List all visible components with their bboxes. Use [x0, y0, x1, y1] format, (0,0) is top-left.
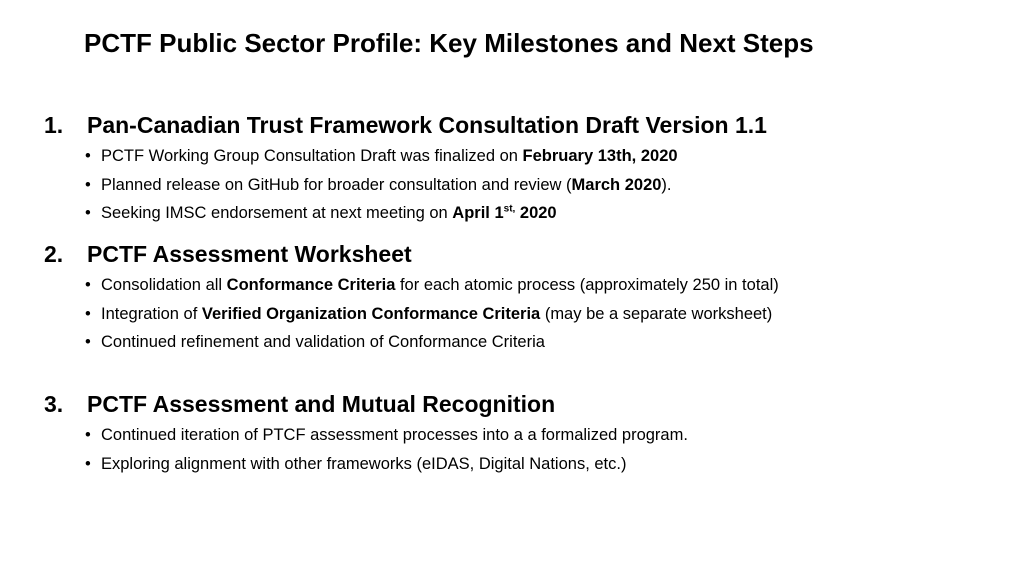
bullet-icon: •	[85, 175, 91, 194]
bullet-text: Continued refinement and validation of Conformance Criteria	[101, 333, 545, 351]
section-number: 1.	[44, 112, 64, 138]
bullet-emphasis: February 13th, 2020	[522, 147, 678, 165]
bullet-text: Integration of	[101, 304, 202, 323]
section-heading	[44, 108, 1004, 142]
section-title: Pan-Canadian Trust Framework Consultation Draft Version 1.1	[87, 112, 767, 138]
bullet-icon: •	[85, 204, 91, 222]
bullet-icon: •	[85, 333, 91, 351]
bullet-text: Exploring alignment with other frameworks (eIDAS, Digital Nations, etc.)	[101, 454, 627, 473]
section-2	[44, 237, 1004, 357]
bullet-emphasis: April $1^{st,}$ 2020	[452, 203, 557, 222]
section-heading	[44, 387, 1004, 421]
bullet-list	[44, 142, 1004, 228]
section-heading	[44, 237, 1004, 271]
section-title: PCTF Assessment and Mutual Recognition	[87, 391, 556, 417]
bullet-emphasis: Verified Organization Conformance Criteria	[201, 304, 541, 323]
bullet-text: Planned release on GitHub for broader consultation and review (	[101, 175, 572, 194]
bullet-text-tail: ).	[661, 175, 672, 194]
list-item	[44, 142, 1004, 171]
bullet-emphasis: March 2020	[571, 175, 662, 194]
bullet-icon: •	[85, 147, 91, 165]
list-item	[44, 328, 1004, 357]
bullet-icon: •	[85, 276, 91, 294]
bullet-list	[44, 271, 1004, 357]
bullet-text-tail: (may be a separate worksheet)	[540, 304, 773, 323]
bullet-text: Consolidation all	[101, 276, 227, 294]
list-item	[44, 421, 1004, 450]
list-item	[44, 199, 1004, 228]
section-number: 2.	[44, 241, 64, 267]
bullet-icon: •	[85, 426, 91, 444]
bullet-icon: •	[85, 304, 91, 323]
list-item	[44, 450, 1004, 479]
bullet-icon: •	[85, 454, 91, 473]
bullet-list	[44, 421, 1004, 478]
section-title: PCTF Assessment Worksheet	[87, 241, 412, 267]
bullet-emphasis: Conformance Criteria	[226, 276, 396, 294]
list-item	[44, 171, 1004, 200]
slide-title: PCTF Public Sector Profile: Key Milestones and Next Steps	[84, 28, 814, 58]
section-number: 3.	[44, 391, 64, 417]
bullet-text: Continued iteration of PTCF assessment processes into a a formalized program.	[101, 426, 688, 444]
section-3	[44, 387, 1004, 478]
bullet-text: Seeking IMSC endorsement at next meeting on	[101, 204, 453, 222]
list-item	[44, 300, 1004, 329]
list-item	[44, 271, 1004, 300]
bullet-text: PCTF Working Group Consultation Draft was finalized on	[101, 147, 523, 165]
ordinal-suffix: st,	[503, 203, 516, 215]
bullet-text-tail: for each atomic process (approximately 250 in total)	[395, 276, 779, 294]
section-1	[44, 108, 1004, 228]
